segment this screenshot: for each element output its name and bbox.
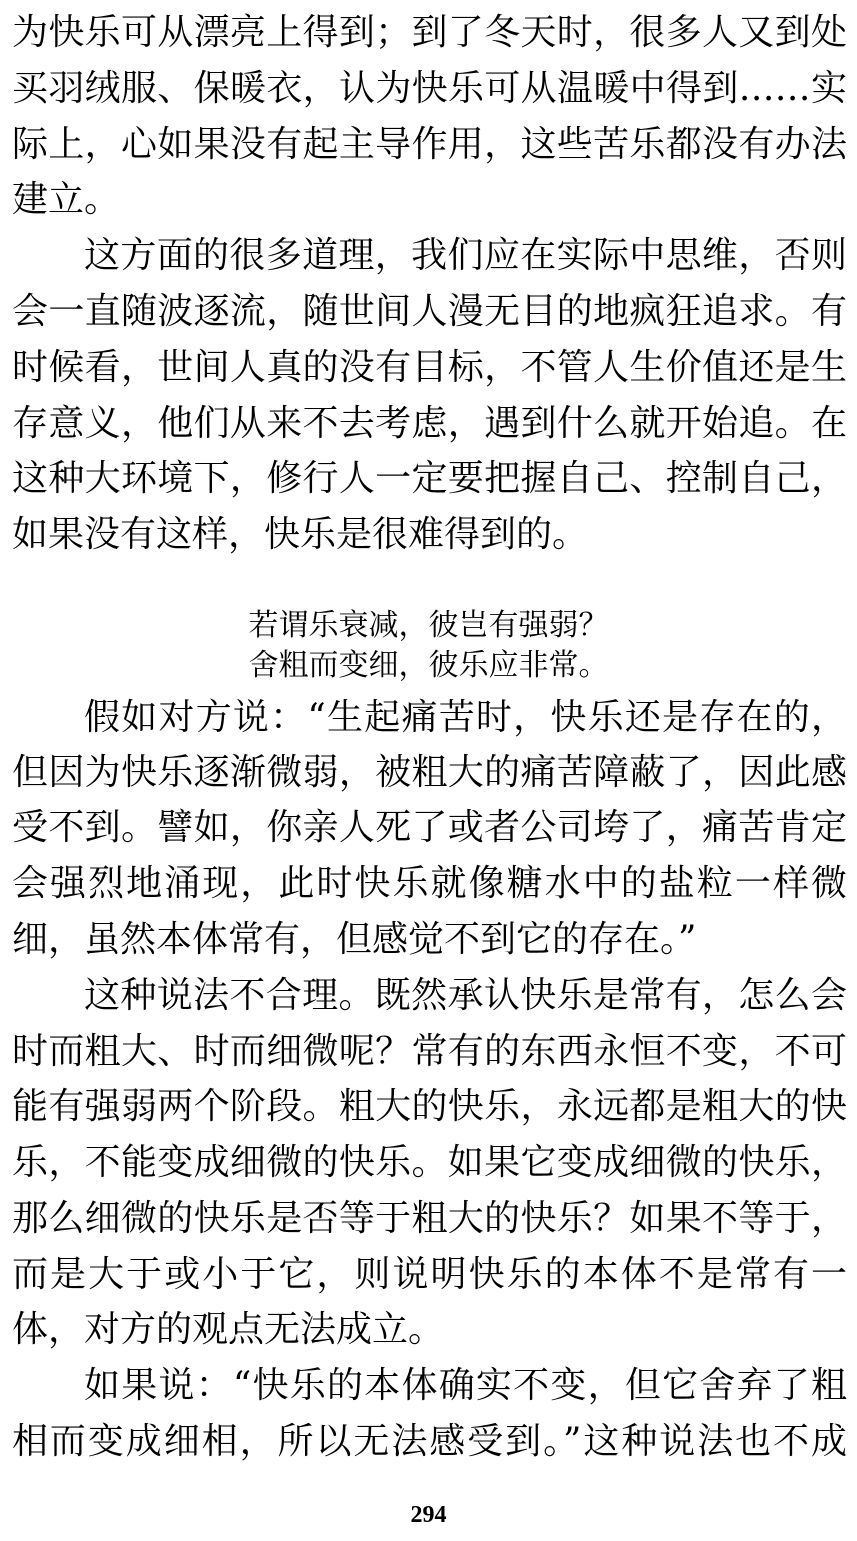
text-line: 际上，心如果没有起主导作用，这些苦乐都没有办法 xyxy=(12,124,847,165)
text-line: 那么细微的快乐是否等于粗大的快乐？如果不等于， xyxy=(12,1198,847,1239)
verse-line: 若谓乐衰减，彼岂有强弱？ xyxy=(248,608,609,643)
text-line: 如果说：“快乐的本体确实不变，但它舍弃了粗 xyxy=(84,1365,847,1406)
text-line: 为快乐可从漂亮上得到；到了冬天时，很多人又到处 xyxy=(12,12,847,53)
text-line: 相而变成细相，所以无法感受到。”这种说法也不成 xyxy=(12,1421,847,1462)
text-line: 会强烈地涌现，此时快乐就像糖水中的盐粒一样微 xyxy=(12,863,847,904)
text-line: 会一直随波逐流，随世间人漫无目的地疯狂追求。有 xyxy=(12,291,847,332)
text-line: 这种说法不合理。既然承认快乐是常有，怎么会 xyxy=(84,975,847,1016)
text-line: 假如对方说：“生起痛苦时，快乐还是存在的， xyxy=(84,697,847,738)
text-line: 受不到。譬如，你亲人死了或者公司垮了，痛苦肯定 xyxy=(12,807,847,848)
text-line: 乐，不能变成细微的快乐。如果它变成细微的快乐， xyxy=(12,1142,847,1183)
text-line: 时而粗大、时而细微呢？常有的东西永恒不变，不可 xyxy=(12,1031,847,1072)
text-line: 而是大于或小于它，则说明快乐的本体不是常有一 xyxy=(12,1254,847,1295)
text-line: 建立。 xyxy=(12,179,121,220)
verse-line: 舍粗而变细，彼乐应非常。 xyxy=(248,648,609,683)
text-line: 时候看，世间人真的没有目标，不管人生价值还是生 xyxy=(12,347,847,388)
text-line: 买羽绒服、保暖衣，认为快乐可从温暖中得到……实 xyxy=(12,68,847,109)
text-line: 如果没有这样，快乐是很难得到的。 xyxy=(12,514,589,555)
page-number: 294 xyxy=(410,1502,447,1528)
text-line: 体，对方的观点无法成立。 xyxy=(12,1309,445,1350)
text-line: 这种大环境下，修行人一定要把握自己、控制自己， xyxy=(12,458,847,499)
text-line: 这方面的很多道理，我们应在实际中思维，否则 xyxy=(84,235,847,276)
text-line: 存意义，他们从来不去考虑，遇到什么就开始追。在 xyxy=(12,403,847,444)
text-line: 细，虽然本体常有，但感觉不到它的存在。” xyxy=(12,919,697,960)
text-line: 但因为快乐逐渐微弱，被粗大的痛苦障蔽了，因此感 xyxy=(12,752,847,793)
text-line: 能有强弱两个阶段。粗大的快乐，永远都是粗大的快 xyxy=(12,1086,847,1127)
